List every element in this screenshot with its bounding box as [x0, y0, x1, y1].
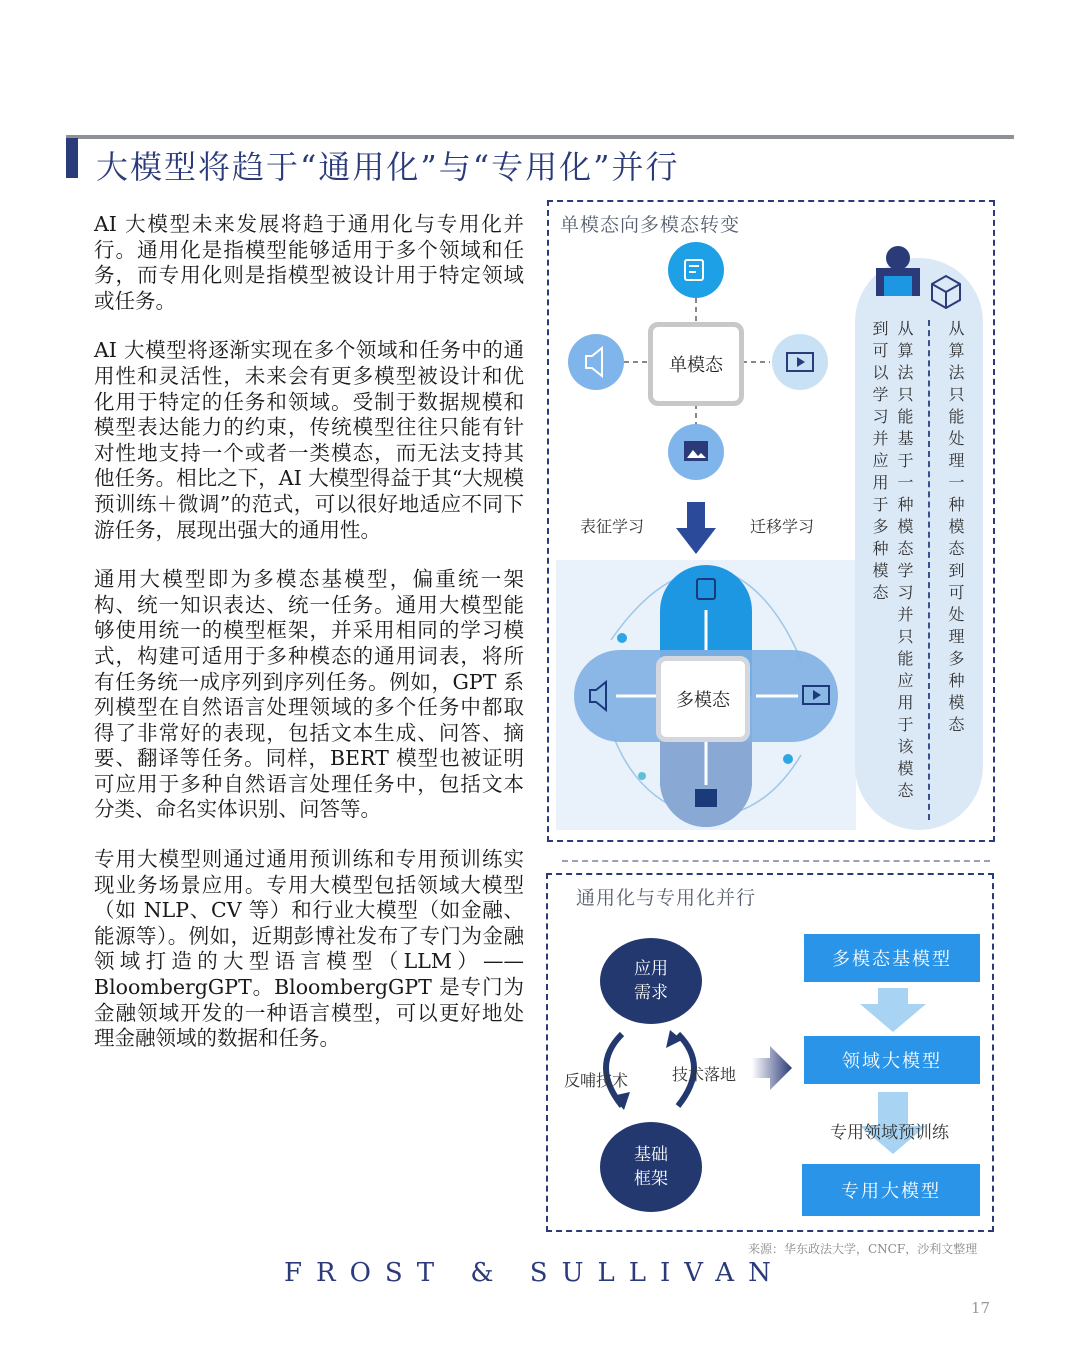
multi-modality-node: 多模态 [656, 656, 750, 742]
title-accent-bar [66, 138, 78, 178]
domain-model-box: 领域大模型 [804, 1036, 980, 1084]
right-arrow-icon [752, 1046, 792, 1090]
transfer-learning-label: 迁移学习 [750, 517, 815, 536]
diagram2-heading: 通用化与专用化并行 [576, 887, 757, 909]
feedback-tech-label: 反哺技术 [564, 1071, 629, 1090]
top-rule [66, 135, 1014, 139]
down-arrow-icon [860, 988, 926, 1032]
multimodal-base-model-box: 多模态基模型 [804, 934, 980, 982]
paragraph-3: 通用大模型即为多模态基模型，偏重统一架构、统一知识表达、统一任务。通用大模型能够使用统一的模型框架，并采用相同的学习模式，构建可适用于多种模态的通用词表，将所有任务统一成序列到序列任务。例如，GPT 系列模型在自然语言处理领域的多个任务中都取得了非常好的表现，包括文本生成、问答、摘要、翻译等任务。同样，BERT 模型也被证明可应用于多种自然语言处理任务中，包括文本分类、命名实体识别、问答等。 [94, 567, 524, 822]
application-demand-circle: 应用 需求 [600, 938, 702, 1024]
side-divider [928, 320, 930, 820]
page-number: 17 [971, 1299, 991, 1317]
paragraph-1: AI 大模型未来发展将趋于通用化与专用化并行。通用化是指模型能够适用于多个领域和任务，而专用化则是指模型被设计用于特定领域或任务。 [94, 212, 524, 313]
page-title: 大模型将趋于“通用化”与“专用化”并行 [96, 148, 680, 186]
body-text [94, 212, 524, 1076]
diagram1-heading: 单模态向多模态转变 [560, 214, 741, 236]
base-framework-circle: 基础 框架 [600, 1122, 702, 1212]
side-text-1: 从算法只能处理一种模态到可处理多种模态 [946, 320, 965, 738]
diagram-separator [562, 860, 990, 862]
representation-learning-label: 表征学习 [580, 517, 645, 536]
domain-pretraining-label: 专用领域预训练 [830, 1123, 949, 1143]
speaker-icon [568, 334, 624, 390]
edit-icon [668, 242, 724, 298]
side-text-3: 到可以学习并应用于多种模态 [870, 320, 889, 606]
specialized-model-box: 专用大模型 [802, 1164, 980, 1216]
frost-sullivan-logo: FROST & SULLIVAN [284, 1258, 785, 1288]
down-arrow-icon [687, 502, 705, 528]
source-note: 来源：华东政法大学，CNCF，沙利文整理 [748, 1242, 978, 1256]
tech-landing-label: 技术落地 [672, 1065, 737, 1084]
side-text-2: 从算法只能基于一种模态学习并只能应用于该模态 [895, 320, 914, 804]
single-modality-node: 单模态 [648, 322, 744, 406]
paragraph-2: AI 大模型将逐渐实现在多个领域和任务中的通用性和灵活性，未来会有更多模型被设计和优化用于特定的任务和领域。受制于数据规模和模型表达能力的约束，传统模型往往只能有针对性地支持一个或者一类模态，而无法支持其他任务。相比之下，AI 大模型得益于其“大规模预训练＋微调”的范式，可以很好地适应不同下游任务，展现出强大的通用性。 [94, 338, 524, 542]
paragraph-4: 专用大模型则通过通用预训练和专用预训练实现业务场景应用。专用大模型包括领域大模型（如 NLP、CV 等）和行业大模型（如金融、能源等）。例如，近期彭博社发布了专门为金融领域打造的大型语言模型（LLM）——BloombergGPT。BloombergGPT 是专门为金融领域开发的一种语言模型，可以更好地处理金融领域的数据和任务。 [94, 847, 524, 1051]
reader-icon [870, 244, 980, 314]
